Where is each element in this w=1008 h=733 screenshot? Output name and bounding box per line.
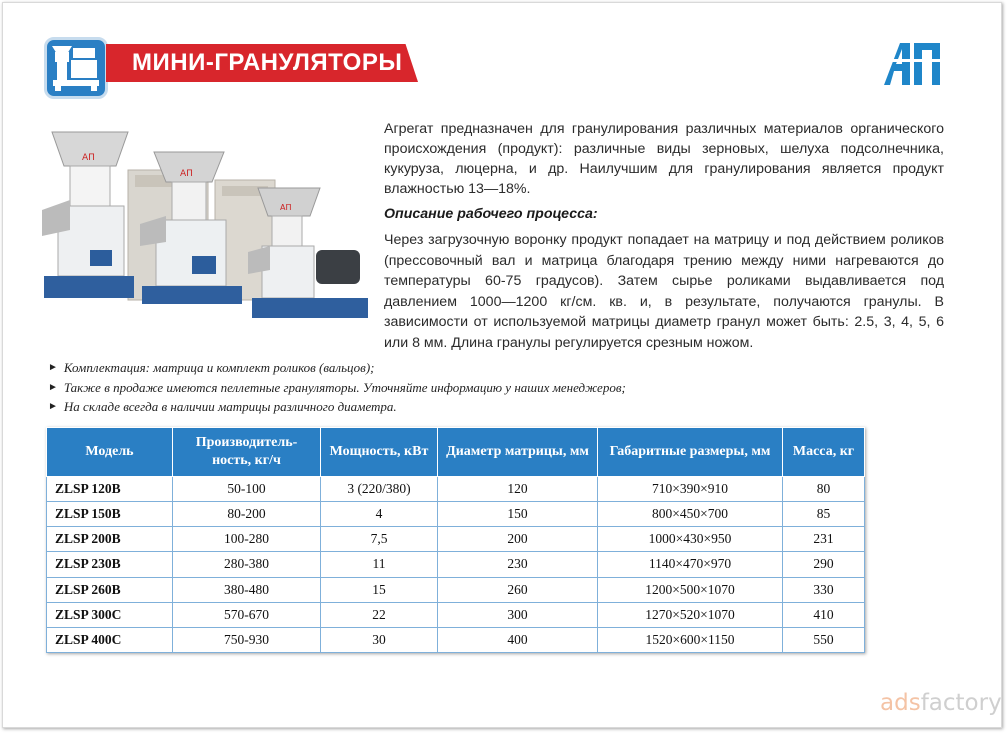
cell-model: ZLSP 400C [47,627,173,652]
cell-die-diameter: 400 [438,627,598,652]
col-header-power: Мощность, кВт [321,428,438,477]
cell-weight: 290 [783,552,865,577]
table-row [47,527,865,552]
list-item: ► На складе всегда в наличии матрицы различного диаметра. [48,397,848,417]
cell-dimensions: 800×450×700 [598,502,783,527]
cell-power: 30 [321,627,438,652]
cell-dimensions: 1140×470×970 [598,552,783,577]
svg-text:АП: АП [82,153,95,163]
bullet-list [48,358,848,417]
company-logo [880,39,944,87]
cell-die-diameter: 300 [438,602,598,627]
watermark: adsfactory [880,690,1002,716]
cell-model: ZLSP 230B [47,552,173,577]
process-heading: Описание рабочего процесса: [384,206,598,222]
cell-model: ZLSP 300C [47,602,173,627]
cell-weight: 85 [783,502,865,527]
process-paragraph: Через загрузочную воронку продукт попадает на матрицу и под действием роликов (прессовочный вал и матрица благодаря трению между ними нагреваются до температуры 60-75 градусов). Затем сырье роликами выдавливается под давлением 1000—1200 кг/см. кв. и, в результате, получаются гранулы. В зависимости от используемой матрицы диаметр гранул может быть: 2.5, 3, 4, 5, 6 или 8 мм. Длина гранулы регулируется срезным ножом. [384,232,944,351]
cell-die-diameter: 150 [438,502,598,527]
cell-weight: 231 [783,527,865,552]
cell-power: 7,5 [321,527,438,552]
svg-text:АП: АП [180,169,193,179]
pelletizer-icon [44,37,108,99]
cell-die-diameter: 120 [438,477,598,502]
bullet-arrow-icon: ► [48,401,58,412]
col-header-die-diameter: Диаметр матрицы, мм [438,428,598,477]
cell-weight: 410 [783,602,865,627]
cell-dimensions: 1270×520×1070 [598,602,783,627]
cell-dimensions: 710×390×910 [598,477,783,502]
cell-weight: 330 [783,577,865,602]
table-row [47,502,865,527]
cell-die-diameter: 200 [438,527,598,552]
cell-capacity: 280-380 [173,552,321,577]
list-item: ► Также в продаже имеются пеллетные грануляторы. Уточняйте информацию у наших менеджеров; [48,378,848,398]
table-row [47,577,865,602]
cell-dimensions: 1000×430×950 [598,527,783,552]
cell-model: ZLSP 260B [47,577,173,602]
cell-dimensions: 1520×600×1150 [598,627,783,652]
cell-power: 22 [321,602,438,627]
col-header-weight: Масса, кг [783,428,865,477]
cell-power: 15 [321,577,438,602]
cell-capacity: 100-280 [173,527,321,552]
page-title: МИНИ-ГРАНУЛЯТОРЫ [132,49,403,76]
col-header-dimensions: Габаритные размеры, мм [598,428,783,477]
svg-text:АП: АП [280,203,292,212]
cell-power: 3 (220/380) [321,477,438,502]
table-row [47,602,865,627]
cell-capacity: 750-930 [173,627,321,652]
cell-capacity: 570-670 [173,602,321,627]
cell-capacity: 80-200 [173,502,321,527]
specs-table [46,427,865,653]
cell-model: ZLSP 200B [47,527,173,552]
pelletizer-machines-image [30,120,375,335]
cell-model: ZLSP 150B [47,502,173,527]
bullet-arrow-icon: ► [48,381,58,393]
cell-weight: 550 [783,627,865,652]
table-row [47,477,865,502]
col-header-model: Модель [47,428,173,477]
table-row [47,627,865,652]
cell-die-diameter: 230 [438,552,598,577]
cell-power: 4 [321,502,438,527]
cell-dimensions: 1200×500×1070 [598,577,783,602]
list-item: ► Комплектация: матрица и комплект роликов (вальцов); [48,358,848,378]
table-header-row [47,428,865,477]
cell-capacity: 50-100 [173,477,321,502]
cell-capacity: 380-480 [173,577,321,602]
col-header-capacity: Производитель-ность, кг/ч [173,428,321,477]
cell-die-diameter: 260 [438,577,598,602]
cell-weight: 80 [783,477,865,502]
bullet-arrow-icon: ► [48,362,58,373]
table-row [47,552,865,577]
cell-model: ZLSP 120B [47,477,173,502]
cell-power: 11 [321,552,438,577]
intro-paragraph: Агрегат предназначен для гранулирования различных материалов органического происхождения (продукт): различные виды зерновых, шелуха подсолнечника, кукуруза, люцерна, и др. Наилучшим для гранулирования является продукт влажностью 13—18%. [384,121,944,197]
